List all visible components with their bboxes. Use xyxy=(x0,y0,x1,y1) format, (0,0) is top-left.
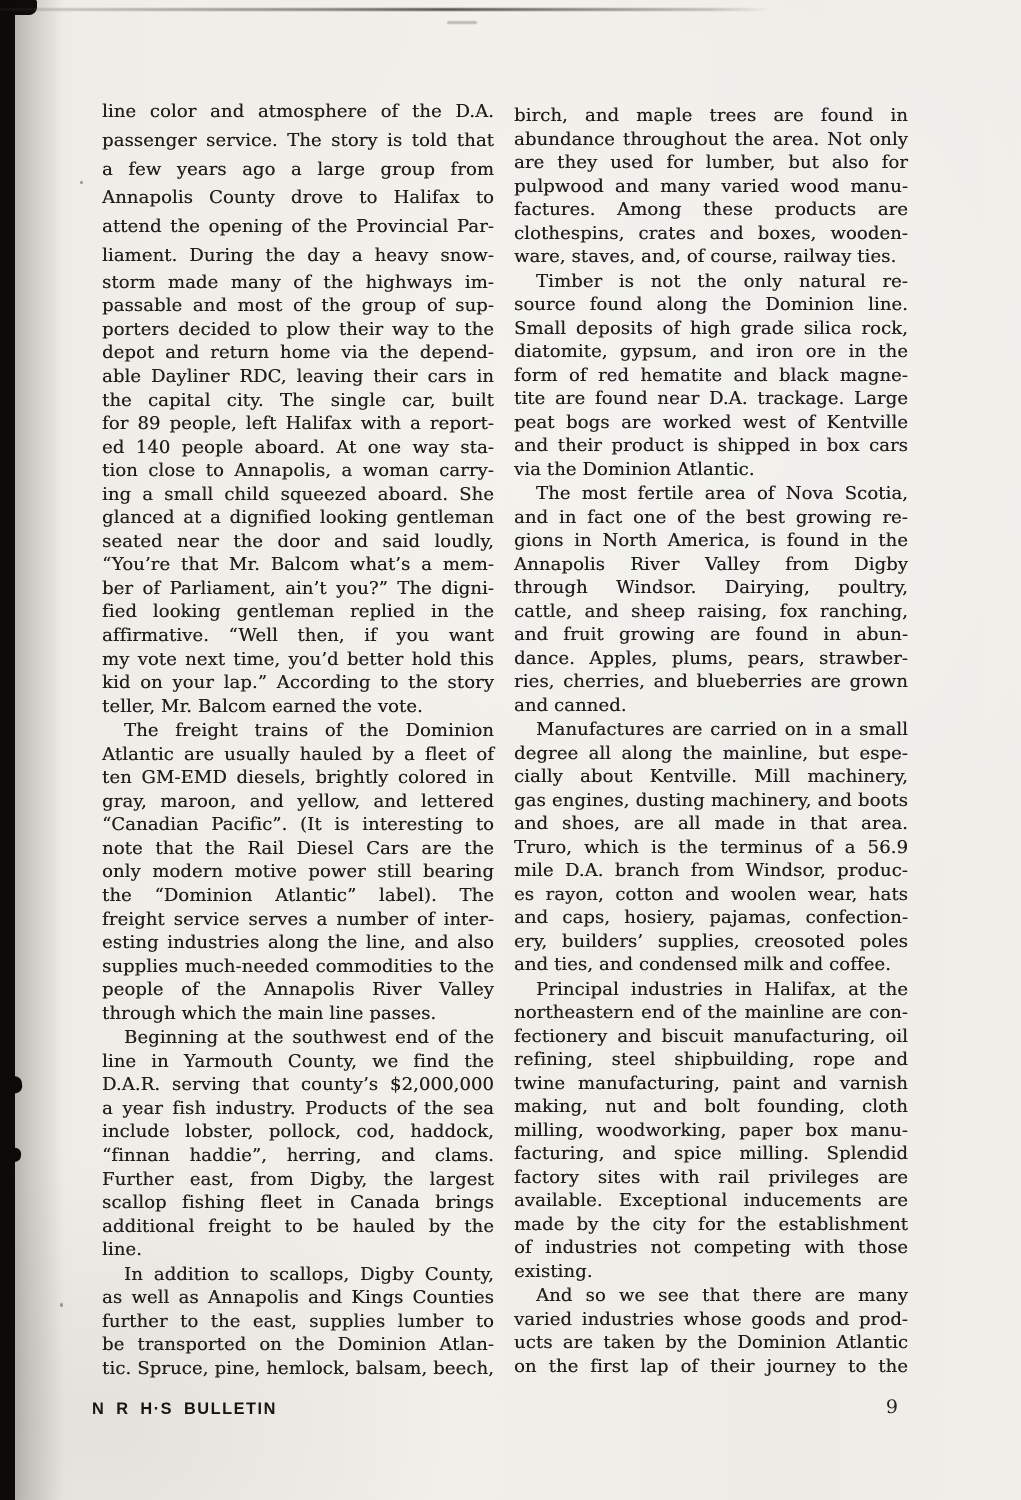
text-line: source found along the Dominion line. xyxy=(514,294,908,315)
text-line: Annapolis County drove to Halifax to xyxy=(102,187,494,209)
text-column-right xyxy=(514,104,908,1378)
text-line: a few years ago a large group from xyxy=(102,158,494,180)
text-line: form of red hematite and black magne- xyxy=(514,364,908,386)
text-line: gas engines, dusting machinery, and boots xyxy=(514,789,908,811)
text-line: peat bogs are worked west of Kentville xyxy=(514,411,908,433)
text-line: the “Dominion Atlantic” label). The xyxy=(102,885,494,906)
text-line: and their product is shipped in box cars xyxy=(514,435,908,456)
text-line: able Dayliner RDC, leaving their cars in xyxy=(102,365,494,387)
text-line: ery, builders’ supplies, creosoted poles xyxy=(514,930,908,952)
text-line: gions in North America, is found in the xyxy=(514,530,908,551)
text-line: “Canadian Pacific”. (It is interesting to xyxy=(102,814,494,836)
text-line: diatomite, gypsum, and iron ore in the xyxy=(514,341,908,362)
paragraph xyxy=(514,270,908,482)
text-line: cattle, and sheep raising, fox ranching, xyxy=(514,600,908,622)
text-line: further to the east, supplies lumber to xyxy=(102,1310,494,1332)
text-line: facturing, and spice milling. Splendid xyxy=(514,1143,908,1164)
text-line: freight service serves a number of inter- xyxy=(102,908,494,930)
text-line: people of the Annapolis River Valley xyxy=(102,979,494,1001)
text-line: and fruit growing are found in abun- xyxy=(514,624,908,645)
text-line: a year fish industry. Products of the sea xyxy=(102,1097,494,1119)
gutter-shadow xyxy=(15,0,63,1500)
text-line: through Windsor. Dairying, poultry, xyxy=(514,577,908,598)
paragraph xyxy=(514,1284,908,1378)
text-line: on the first lap of their journey to the xyxy=(514,1355,908,1377)
paragraph xyxy=(102,1026,494,1261)
text-line: Further east, from Digby, the largest xyxy=(102,1168,494,1190)
text-line: twine manufacturing, paint and varnish xyxy=(514,1072,908,1094)
text-line: abundance throughout the area. Not only xyxy=(514,128,908,150)
text-line: The most fertile area of Nova Scotia, xyxy=(536,483,908,504)
text-line: Principal industries in Halifax, at the xyxy=(536,978,908,1000)
text-line: refining, steel shipbuilding, rope and xyxy=(514,1049,908,1070)
text-line: affirmative. “Well then, if you want xyxy=(102,624,494,646)
text-line: Truro, which is the terminus of a 56.9 xyxy=(514,836,908,858)
footer-journal-title: N R H·S BULLETIN xyxy=(92,1399,277,1418)
text-line: the capital city. The single car, built xyxy=(102,389,494,411)
text-line: be transported on the Dominion Atlan- xyxy=(102,1334,494,1356)
text-line: Manufactures are carried on in a small xyxy=(536,719,908,740)
text-line: mile D.A. branch from Windsor, produc- xyxy=(514,860,908,881)
text-line: cially about Kentville. Mill machinery, xyxy=(514,766,908,787)
text-line: made by the city for the establishment xyxy=(514,1213,908,1235)
text-line: and caps, hosiery, pajamas, confection- xyxy=(514,907,908,928)
text-line: depot and return home via the depend- xyxy=(102,342,494,364)
text-line: only modern motive power still bearing xyxy=(102,861,494,883)
text-line: And so we see that there are many xyxy=(536,1285,908,1306)
text-line: dance. Apples, plums, pears, strawber- xyxy=(514,647,908,669)
text-line: ucts are taken by the Dominion Atlantic xyxy=(514,1332,908,1353)
text-line: and shoes, are all made in that area. xyxy=(514,813,908,834)
text-line: esting industries along the line, and also xyxy=(102,932,494,954)
text-line: attend the opening of the Provincial Par- xyxy=(102,216,494,238)
paragraph xyxy=(514,104,908,269)
text-line: porters decided to plow their way to the xyxy=(102,318,494,340)
text-line: seated near the door and said loudly, xyxy=(102,530,494,552)
text-line: my vote next time, you’d better hold this xyxy=(102,648,494,670)
paragraph xyxy=(514,718,908,977)
text-line: “finnan haddie”, herring, and clams. xyxy=(102,1145,494,1167)
text-line: northeastern end of the mainline are con- xyxy=(514,1002,908,1023)
text-line: passable and most of the group of sup- xyxy=(102,295,494,317)
text-line: ed 140 people aboard. At one way sta- xyxy=(102,436,494,458)
paper-speck xyxy=(60,1303,63,1307)
paragraph xyxy=(102,98,494,718)
text-line: are they used for lumber, but also for xyxy=(514,152,908,173)
text-line: scallop fishing fleet in Canada brings xyxy=(102,1192,494,1214)
text-line: tic. Spruce, pine, hemlock, balsam, beech, xyxy=(102,1357,494,1379)
text-line: clothespins, crates and boxes, wooden- xyxy=(514,222,908,244)
text-line: Timber is not the only natural re- xyxy=(536,270,908,292)
text-line: include lobster, pollock, cod, haddock, xyxy=(102,1121,494,1143)
text-line: Beginning at the southwest end of the xyxy=(124,1027,494,1049)
text-line: supplies much-needed commodities to the xyxy=(102,955,494,977)
paragraph xyxy=(514,978,908,1284)
text-line: gray, maroon, and yellow, and lettered xyxy=(102,790,494,812)
text-line: The freight trains of the Dominion xyxy=(124,720,494,742)
text-line: line in Yarmouth County, we find the xyxy=(102,1050,494,1072)
text-line: tite are found near D.A. trackage. Large xyxy=(514,388,908,409)
text-line: as well as Annapolis and Kings Counties xyxy=(102,1287,494,1309)
text-line: factory sites with rail privileges are xyxy=(514,1166,908,1188)
text-line: additional freight to be hauled by the xyxy=(102,1215,494,1237)
paragraph xyxy=(514,482,908,717)
text-line: of industries not competing with those xyxy=(514,1237,908,1258)
text-line: Small deposits of high grade silica rock, xyxy=(514,317,908,339)
text-line: In addition to scallops, Digby County, xyxy=(124,1263,494,1285)
text-line: ber of Parliament, ain’t you?” The digni- xyxy=(102,577,494,599)
text-line: fied looking gentleman replied in the xyxy=(102,601,494,623)
paragraph xyxy=(102,1263,494,1381)
text-line: Annapolis River Valley from Digby xyxy=(514,553,908,575)
text-line: ware, staves, and, of course, railway ties. xyxy=(514,246,897,267)
text-line: tion close to Annapolis, a woman carry- xyxy=(102,460,494,482)
text-line: birch, and maple trees are found in xyxy=(514,105,908,126)
text-line: milling, woodworking, paper box manu- xyxy=(514,1119,908,1141)
text-column-left xyxy=(102,98,494,1380)
text-line: varied industries whose goods and prod- xyxy=(514,1308,908,1330)
text-line: D.A.R. serving that county’s $2,000,000 xyxy=(102,1074,494,1096)
text-line: ten GM-EMD diesels, brightly colored in xyxy=(102,767,494,789)
text-line: degree all along the mainline, but espe- xyxy=(514,742,908,764)
footer-page-number: 9 xyxy=(885,1396,898,1418)
text-line: Atlantic are usually hauled by a fleet of xyxy=(102,743,494,765)
text-line: pulpwood and many varied wood manu- xyxy=(514,175,908,197)
text-line: ing a small child squeezed aboard. She xyxy=(102,483,494,505)
text-line: teller, Mr. Balcom earned the vote. xyxy=(102,695,423,717)
text-line: making, nut and bolt founding, cloth xyxy=(514,1096,908,1117)
text-line: liament. During the day a heavy snow- xyxy=(102,244,494,266)
text-line: line color and atmosphere of the D.A. xyxy=(102,101,494,122)
text-line: passenger service. The story is told that xyxy=(102,129,494,151)
top-edge-scan-line xyxy=(0,8,772,11)
text-line: for 89 people, left Halifax with a report- xyxy=(102,413,494,435)
text-line: and in fact one of the best growing re- xyxy=(514,506,908,528)
text-line: storm made many of the highways im- xyxy=(102,271,494,293)
scan-edge-left xyxy=(0,0,15,1500)
text-line: note that the Rail Diesel Cars are the xyxy=(102,837,494,859)
paragraph xyxy=(102,719,494,1025)
paper-speck xyxy=(80,181,83,184)
scan-smudge xyxy=(447,21,477,24)
text-line: available. Exceptional inducements are xyxy=(514,1190,908,1211)
text-line: es rayon, cotton and woolen wear, hats xyxy=(514,883,908,905)
text-line: through which the main line passes. xyxy=(102,1002,437,1024)
text-line: via the Dominion Atlantic. xyxy=(514,458,755,480)
text-line: fectionery and biscuit manufacturing, oil xyxy=(514,1025,908,1047)
text-line: kid on your lap.” According to the story xyxy=(102,672,494,694)
text-line: glanced at a dignified looking gentleman xyxy=(102,507,494,529)
text-line: ries, cherries, and blueberries are grown xyxy=(514,671,908,692)
text-line: existing. xyxy=(514,1260,593,1282)
text-line: and ties, and condensed milk and coffee. xyxy=(514,954,891,975)
text-line: “You’re that Mr. Balcom what’s a mem- xyxy=(102,554,494,576)
text-line: line. xyxy=(102,1239,142,1261)
text-line: factures. Among these products are xyxy=(514,199,908,220)
text-line: and canned. xyxy=(514,694,627,716)
